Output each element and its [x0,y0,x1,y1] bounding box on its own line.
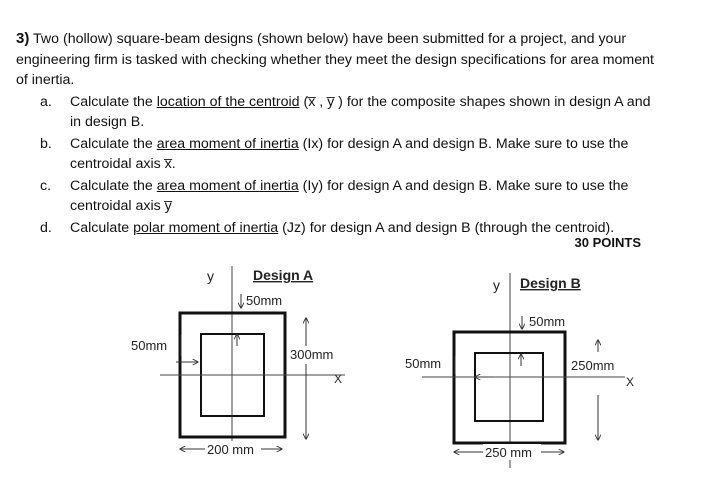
design-a-y-label: y [207,268,214,284]
question-text: Calculate the [70,94,157,110]
design-b [405,273,634,468]
design-b-left-dim: 50mm [405,356,442,371]
question-link[interactable]: location of the centroid [156,94,300,110]
question-text: Calculate [70,220,134,236]
design-b-inner-dim: 50mm [529,314,566,329]
question-text: (x̅ , y̅ ) for the composite shapes shown in design A and in design B. [70,94,651,130]
design-b-x-label: X [626,375,635,389]
question-text: (Iy) for design A and design B. Make sure to use the centroidal axis y̅ [70,178,629,214]
question-link[interactable]: polar moment of inertia [133,220,279,236]
design-b-width-dim: 250 mm [485,445,532,460]
design-a-width-dim: 200 mm [207,442,254,457]
question-letter: a. [40,94,52,110]
question-letter: b. [40,136,52,152]
question-letter: c. [40,178,52,194]
design-a-height-dim: 300mm [290,347,334,362]
question-text: (Ix) for design A and design B. Make sure to use the centroidal axis x̅. [70,136,629,172]
question-link[interactable]: area moment of inertia [156,178,299,194]
question-text: (Jz) for design A and design B (through the centroid). [278,220,615,236]
points-label: 30 POINTS [574,235,641,250]
design-a-x-label: X [334,372,343,386]
design-b-height-dim: 250mm [571,358,615,373]
question-text: Calculate the [70,136,157,152]
design-a-title: Design A [253,267,314,283]
problem-intro: Two (hollow) square-beam designs (shown below) have been submitted for a project, and your engineering firm is tasked with checking whether they meet the design specifications for area moment of inertia. [16,31,654,88]
question-text: Calculate the [70,178,157,194]
problem-number: 3) [16,30,30,47]
design-a-left-dim: 50mm [131,338,168,353]
design-a-inner-dim: 50mm [246,293,283,308]
question-link[interactable]: area moment of inertia [156,136,299,152]
question-letter: d. [40,220,52,236]
design-b-inner-rect [475,353,543,421]
design-a [131,266,345,457]
design-b-y-label: y [493,277,500,293]
design-b-title: Design B [520,275,581,291]
